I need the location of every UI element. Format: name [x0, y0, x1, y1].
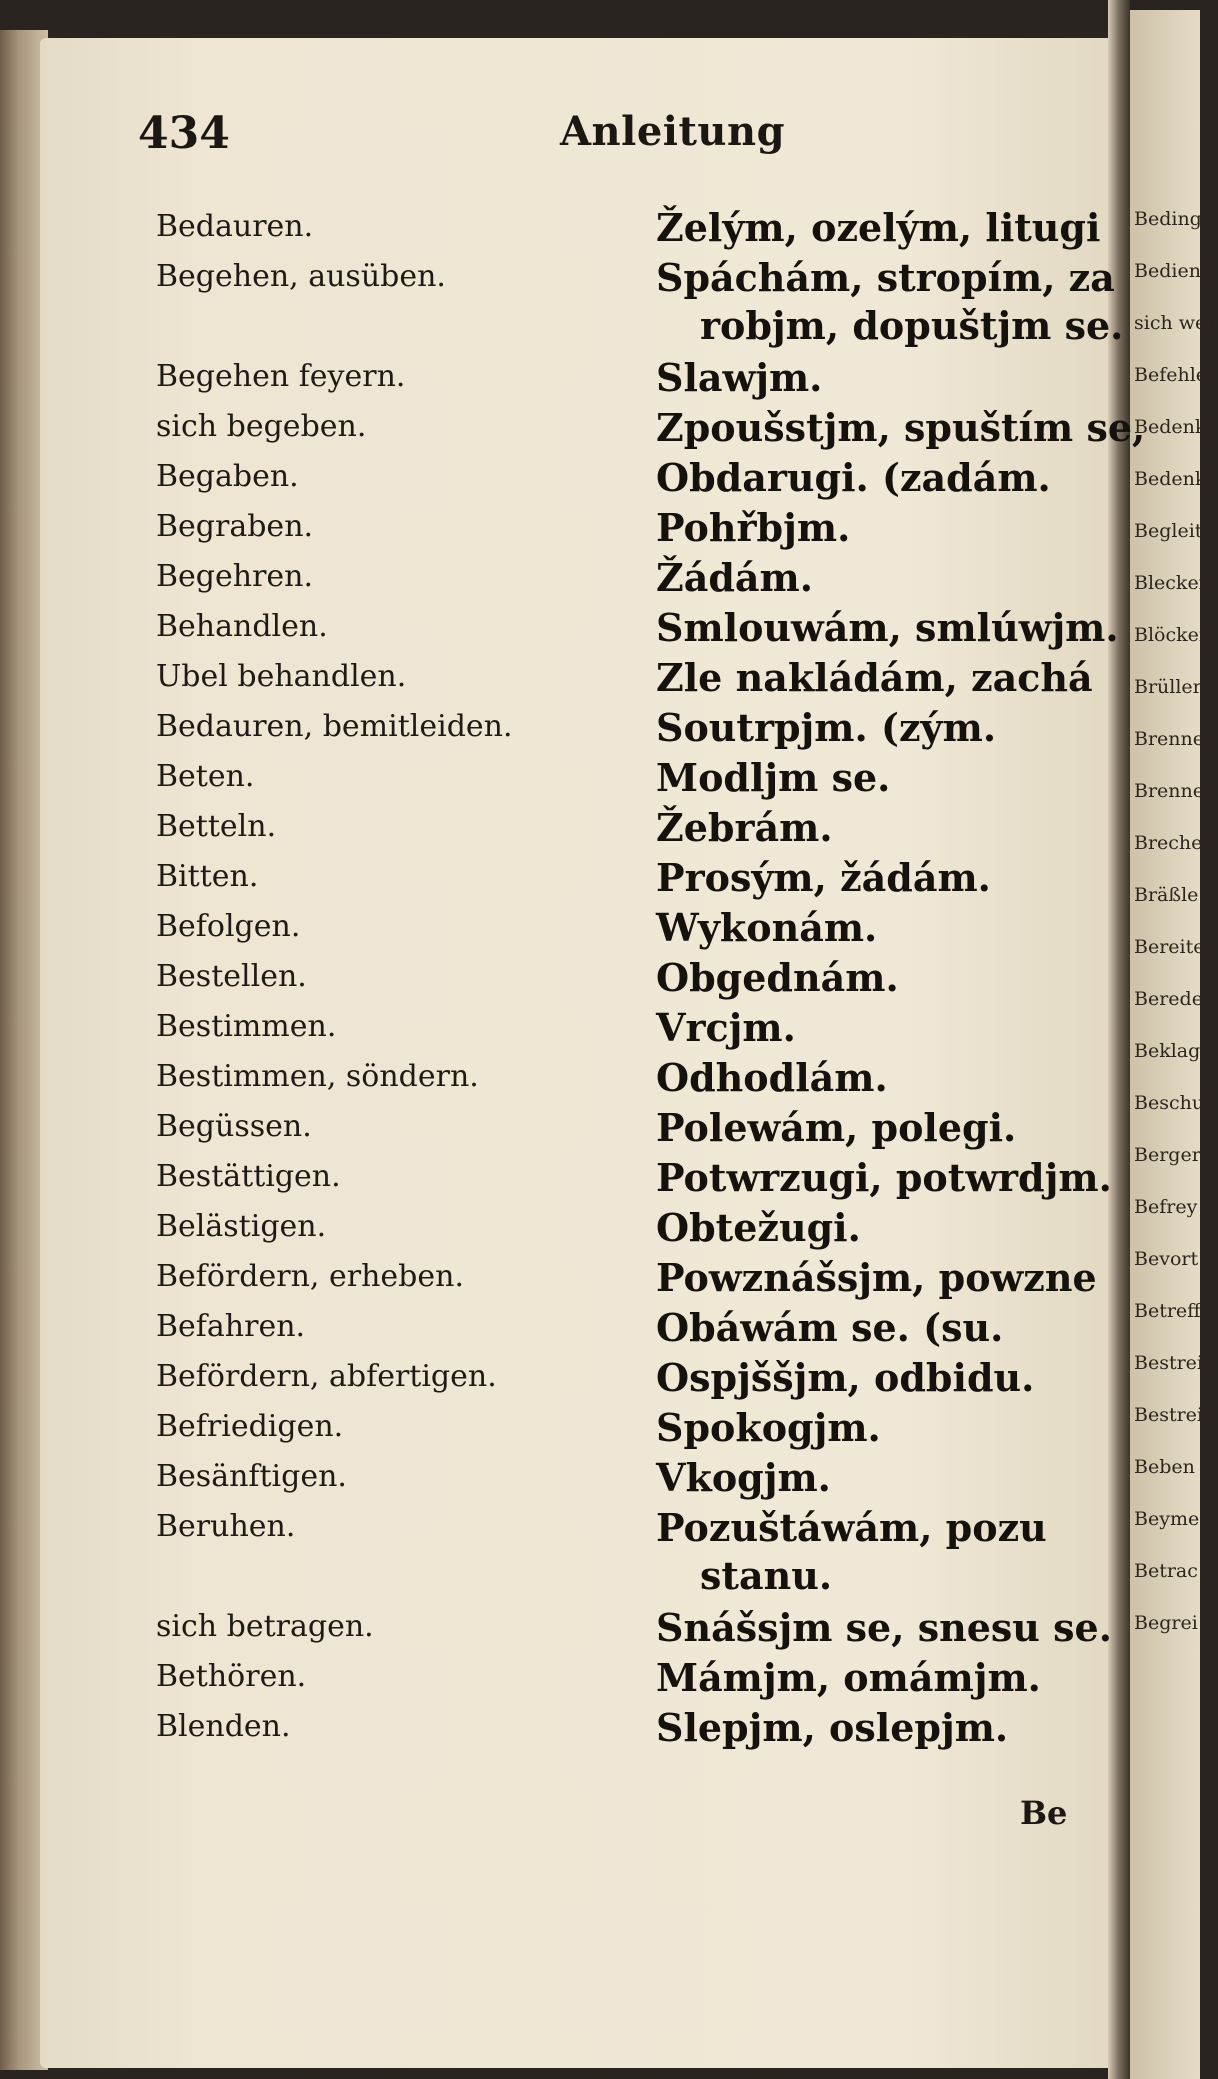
- entry-german: Behandlen.: [156, 609, 328, 644]
- entry-czech: Želým, ozelým, litugi: [656, 205, 1101, 250]
- entry-czech: Obtežugi.: [656, 1205, 861, 1250]
- catchword: Be: [1020, 1794, 1068, 1832]
- entry-czech-continuation: robjm, dopuštjm se.: [700, 303, 1124, 348]
- entry-german: Beruhen.: [156, 1509, 296, 1544]
- entry-german: Bestellen.: [156, 959, 307, 994]
- entry-german: Befördern, erheben.: [156, 1259, 464, 1294]
- entry-czech: Soutrpjm. (zým.: [656, 705, 997, 750]
- entry-czech: Potwrzugi, potwrdjm.: [656, 1155, 1112, 1200]
- entry-german: sich betragen.: [156, 1609, 374, 1644]
- entry-german: Bitten.: [156, 859, 259, 894]
- entry-german: Betteln.: [156, 809, 277, 844]
- next-page-word: Begrei: [1134, 1612, 1198, 1634]
- page-number: 434: [138, 108, 230, 159]
- entry-czech: Žádám.: [656, 555, 813, 600]
- entry-czech-continuation: stanu.: [700, 1553, 833, 1598]
- entry-german: Beten.: [156, 759, 255, 794]
- running-head: Anleitung: [560, 108, 786, 155]
- entry-german: Befahren.: [156, 1309, 306, 1344]
- entry-czech: Zle nakládám, zachá: [656, 655, 1093, 700]
- entry-german: Bestättigen.: [156, 1159, 341, 1194]
- entry-czech: Obáwám se. (su.: [656, 1305, 1004, 1350]
- entry-czech: Obgednám.: [656, 955, 899, 1000]
- entry-german: Begehen feyern.: [156, 359, 406, 394]
- next-page-word: Befehle: [1134, 364, 1208, 386]
- entry-czech: Snášsjm se, snesu se.: [656, 1605, 1112, 1650]
- entry-czech: Zpoušstjm, spuštím se,: [656, 405, 1146, 450]
- next-page-word: Beklag: [1134, 1040, 1201, 1062]
- entry-german: Begaben.: [156, 459, 299, 494]
- next-page-word: Berede: [1134, 988, 1203, 1010]
- entry-czech: Ospjššjm, odbidu.: [656, 1355, 1035, 1400]
- entry-german: Befolgen.: [156, 909, 301, 944]
- next-page-word: Bestrei: [1134, 1404, 1203, 1426]
- next-page-word: Bestrei: [1134, 1352, 1203, 1374]
- entry-czech: Pozuštáwám, pozu: [656, 1505, 1047, 1550]
- entry-german: Befördern, abfertigen.: [156, 1359, 497, 1394]
- entry-czech: Pohřbjm.: [656, 505, 851, 550]
- entry-german: Blenden.: [156, 1709, 291, 1744]
- entry-czech: Vrcjm.: [656, 1005, 796, 1050]
- next-page-word: Berger: [1134, 1144, 1201, 1166]
- next-page-word: sich weg: [1134, 312, 1218, 334]
- next-page-word: Beschul: [1134, 1092, 1211, 1114]
- entry-german: Belästigen.: [156, 1209, 327, 1244]
- next-page-word: Beding: [1134, 208, 1202, 230]
- entry-german: sich begeben.: [156, 409, 367, 444]
- entry-czech: Slawjm.: [656, 355, 823, 400]
- entry-german: Ubel behandlen.: [156, 659, 407, 694]
- entry-czech: Polewám, polegi.: [656, 1105, 1017, 1150]
- entry-german: Begraben.: [156, 509, 314, 544]
- entry-german: Begüssen.: [156, 1109, 312, 1144]
- entry-czech: Wykonám.: [656, 905, 878, 950]
- next-page-word: Brenne: [1134, 780, 1205, 802]
- next-page-word: Blöcken: [1134, 624, 1212, 646]
- next-page-word: Bräßle: [1134, 884, 1199, 906]
- next-page-word: Begleit: [1134, 520, 1203, 542]
- entry-german: Bedauren.: [156, 209, 314, 244]
- next-page-word: Bereite: [1134, 936, 1205, 958]
- next-page-word: Brenne: [1134, 728, 1205, 750]
- entry-german: Begehen, ausüben.: [156, 259, 446, 294]
- entry-czech: Powznášsjm, powzne: [656, 1255, 1097, 1300]
- entry-german: Bestimmen, söndern.: [156, 1059, 479, 1094]
- entry-czech: Modljm se.: [656, 755, 891, 800]
- entry-czech: Smlouwám, smlúwjm.: [656, 605, 1119, 650]
- entry-german: Begehren.: [156, 559, 314, 594]
- next-page-word: Beyme: [1134, 1508, 1200, 1530]
- entry-german: Besänftigen.: [156, 1459, 347, 1494]
- next-page-word: Bedenke: [1134, 468, 1218, 490]
- entry-czech: Odhodlám.: [656, 1055, 888, 1100]
- next-page-word: Blecken: [1134, 572, 1211, 594]
- entry-german: Bedauren, bemitleiden.: [156, 709, 513, 744]
- next-page-word: Bevort: [1134, 1248, 1199, 1270]
- next-page-word: Bedenke: [1134, 416, 1218, 438]
- entry-czech: Obdarugi. (zadám.: [656, 455, 1051, 500]
- entry-german: Befriedigen.: [156, 1409, 344, 1444]
- entry-czech: Spáchám, stropím, za: [656, 255, 1115, 300]
- entry-czech: Vkogjm.: [656, 1455, 831, 1500]
- next-page-word: Bediene: [1134, 260, 1213, 282]
- next-page-word: Brüller: [1134, 676, 1202, 698]
- entry-german: Bethören.: [156, 1659, 307, 1694]
- next-page-word: Beben: [1134, 1456, 1195, 1478]
- entry-czech: Slepjm, oslepjm.: [656, 1705, 1009, 1750]
- next-page-word: Betrac: [1134, 1560, 1198, 1582]
- entry-czech: Spokogjm.: [656, 1405, 881, 1450]
- entry-czech: Žebrám.: [656, 805, 833, 850]
- next-page-word: Befrey: [1134, 1196, 1198, 1218]
- next-page-word: Brecher: [1134, 832, 1212, 854]
- entry-czech: Prosým, žádám.: [656, 855, 991, 900]
- entry-czech: Mámjm, omámjm.: [656, 1655, 1041, 1700]
- entry-german: Bestimmen.: [156, 1009, 337, 1044]
- next-page-word: Betreff: [1134, 1300, 1201, 1322]
